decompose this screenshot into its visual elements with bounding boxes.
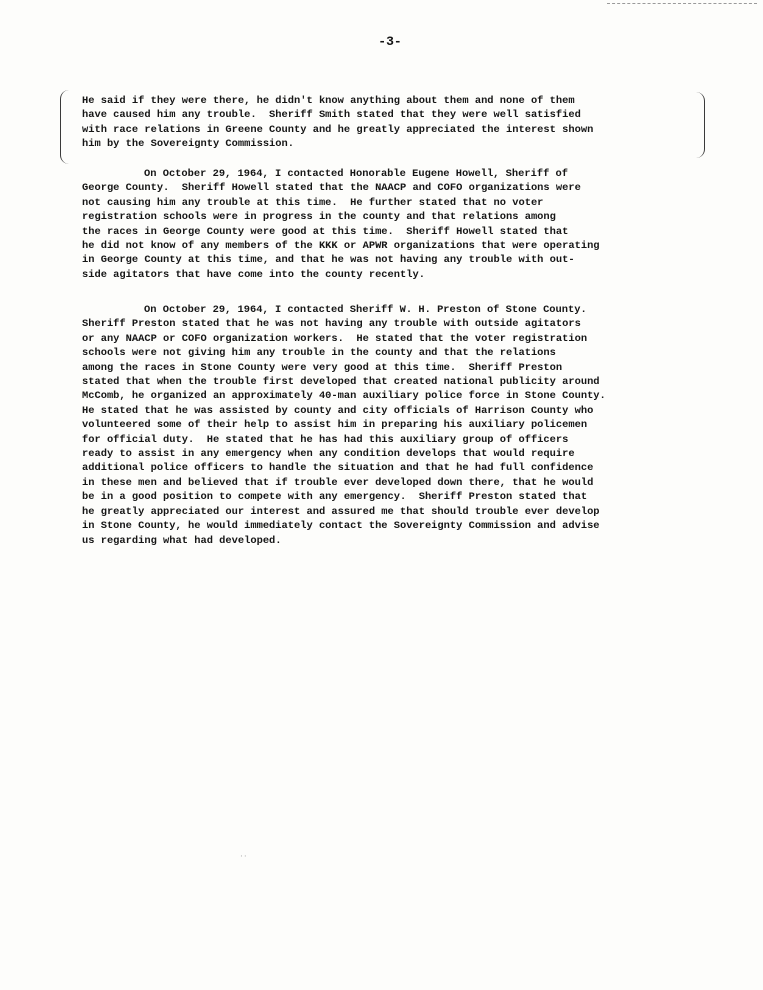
paragraph-3-line: in these men and believed that if trouble ever developed down there, that he would xyxy=(82,476,594,489)
paragraph-3-line: He stated that he was assisted by county and city officials of Harrison County who xyxy=(82,404,594,417)
paragraph-1-line: He said if they were there, he didn't know anything about them and none of them xyxy=(82,95,575,107)
paragraph-3-line: us regarding what had developed. xyxy=(82,534,282,547)
scan-speck: ·· xyxy=(240,852,248,862)
paragraph-2-line: the races in George County were good at this time. Sheriff Howell stated that xyxy=(82,225,569,238)
paragraph-3 xyxy=(82,303,606,548)
paragraph-2-line: George County. Sheriff Howell stated that the NAACP and COFO organizations were xyxy=(82,182,581,195)
paragraph-1-line: him by the Sovereignty Commission. xyxy=(82,138,295,151)
paragraph-3-line: schools were not giving him any trouble in the county and that the relations xyxy=(82,347,556,360)
top-edge-rule xyxy=(607,3,757,4)
page-number: -3- xyxy=(378,34,402,49)
paragraph-3-line: Sheriff Preston stated that he was not having any trouble with outside agitators xyxy=(82,318,581,331)
paragraph-1-line: have caused him any trouble. Sheriff Smith stated that they were well satisfied xyxy=(82,109,581,122)
paragraph-3-line: he greatly appreciated our interest and assured me that should trouble ever develop xyxy=(82,505,600,518)
paragraph-3-line: ready to assist in any emergency when any condition develops that would require xyxy=(82,448,575,461)
paragraph-3-line: McComb, he organized an approximately 40-man auxiliary police force in Stone County. xyxy=(82,390,606,403)
paragraph-2-line: in George County at this time, and that he was not having any trouble with out- xyxy=(82,254,575,267)
paragraph-1 xyxy=(82,94,593,152)
left-bracket-mark xyxy=(60,90,69,164)
paragraph-3-line: stated that when the trouble first developed that created national publicity around xyxy=(82,376,600,389)
paragraph-1-line: with race relations in Greene County and he greatly appreciated the interest shown xyxy=(82,123,594,136)
paragraph-3-line: or any NAACP or COFO organization workers. He stated that the voter registration xyxy=(82,332,588,345)
paragraph-3-line: additional police officers to handle the situation and that he had full confidence xyxy=(82,462,594,475)
paragraph-3-line: in Stone County, he would immediately contact the Sovereignty Commission and advise xyxy=(82,520,600,533)
paragraph-3-line: for official duty. He stated that he has had this auxiliary group of officers xyxy=(82,433,569,446)
paragraph-2-line: registration schools were in progress in the county and that relations among xyxy=(82,211,556,224)
paragraph-3-line: be in a good position to compete with any emergency. Sheriff Preston stated that xyxy=(82,491,588,504)
paragraph-2 xyxy=(82,167,600,282)
paragraph-3-line: volunteered some of their help to assist him in preparing his auxiliary policemen xyxy=(82,419,588,432)
paragraph-2-line: On October 29, 1964, I contacted Honorable Eugene Howell, Sheriff of xyxy=(144,168,569,180)
paragraph-2-line: not causing him any trouble at this time. He further stated that no voter xyxy=(82,196,544,209)
paragraph-3-line: among the races in Stone County were very good at this time. Sheriff Preston xyxy=(82,361,563,374)
paragraph-2-line: he did not know of any members of the KKK or APWR organizations that were operating xyxy=(82,240,600,253)
right-bracket-mark xyxy=(696,92,705,158)
paragraph-2-line: side agitators that have come into the county recently. xyxy=(82,268,425,281)
paragraph-3-line: On October 29, 1964, I contacted Sheriff W. H. Preston of Stone County. xyxy=(144,304,587,316)
